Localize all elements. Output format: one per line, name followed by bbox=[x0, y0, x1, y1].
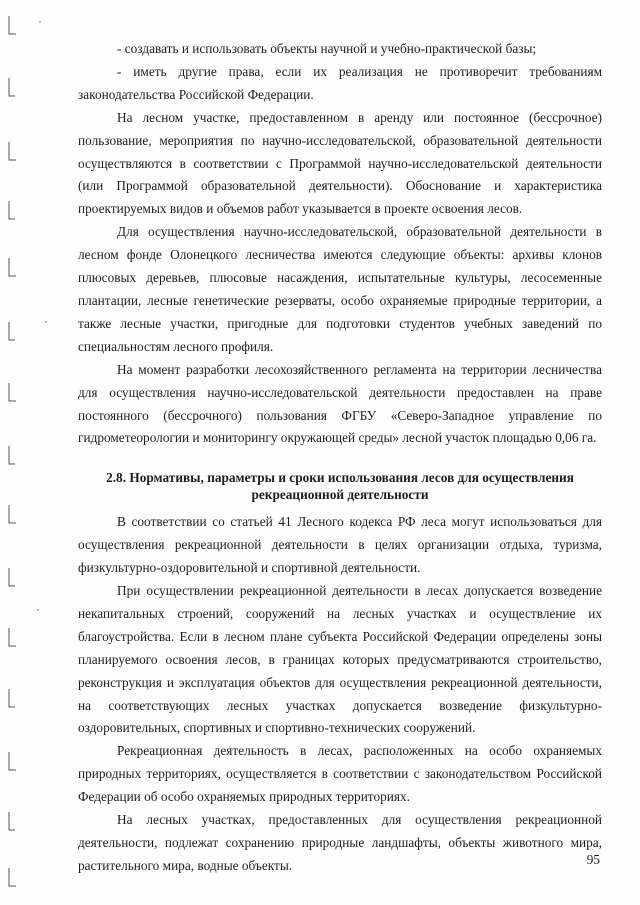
paragraph-preservation: На лесных участках, предоставленных для осуществления рекреационной деятельности, подлежат сохранению природные ландшафты, объекты животного мира, растительного мира, водные объекты. bbox=[78, 812, 602, 873]
page-number: 95 bbox=[586, 852, 600, 867]
section-heading bbox=[78, 469, 602, 503]
paragraph-bullet-2: - иметь другие права, если их реализация не противоречит требованиям законодательства Российской Федерации. bbox=[78, 63, 602, 102]
paragraph-recreation-structures: При осуществлении рекреационной деятельности в лесах допускается возведение некапитальных строений, сооружений на лесных участках и осуществление их благоустройства. Если в лесном плане субъекта Российской Федерации определены зоны планируемого освоения лесов, в границах которых предусматриваются строительство, реконструкция и эксплуатация объектов для осуществления рекреационной деятельности, на соответствующих лесных участках допускается возведение физкультурно-оздоровительных, спортивных и спортивно-технических сооружений. bbox=[78, 583, 602, 736]
paragraph-protected-territories: Рекреационная деятельность в лесах, расположенных на особо охраняемых природных территориях, осуществляется в соответствии с законодательством Российской Федерации об особо охраняемых природных территориях. bbox=[78, 743, 602, 805]
paragraph-research-plot: На момент разработки лесохозяйственного регламента на территории лесничества для осуществления научно-исследовательской деятельности предоставлен на праве постоянного (бессрочного) пользования ФГБУ «Северо-Западное управление по гидрометеорологии и мониторингу окружающей среды» лесной участок площадью 0,06 га. bbox=[78, 361, 602, 446]
paragraph-research-objects: Для осуществления научно-исследовательской, образовательной деятельности в лесном фонде Олонецкого лесничества имеются следующие объекты: архивы клонов плюсовых деревьев, плюсовые насаждения, испытательные культуры, лесосеменные плантации, лесные генетические резерваты, особо охраняемые природные территории, а также лесные участки, пригодные для подготовки студентов учебных заведений по специальностям лесного профиля. bbox=[78, 224, 602, 354]
paragraph-recreation-article: В соответствии со статьей 41 Лесного кодекса РФ леса могут использоваться для осуществления рекреационной деятельности в целях организации отдыха, туризма, физкультурно-оздоровительной и спортивной деятельности. bbox=[78, 514, 602, 576]
section-heading-line-2: рекреационной деятельности bbox=[251, 487, 429, 503]
section-heading-line-1: 2.8. Нормативы, параметры и сроки использования лесов для осуществления bbox=[106, 470, 574, 486]
paragraph-bullet-1: - создавать и использовать объекты научной и учебно-практической базы; bbox=[117, 41, 537, 56]
document-body bbox=[78, 38, 602, 878]
paragraph-lease-research: На лесном участке, предоставленном в аренду или постоянное (бессрочное) пользование, мероприятия по научно-исследовательской, образовательной деятельности осуществляются в соответствии с Программой научно-исследовательской деятельности (или Программой образовательной деятельности). Обоснование и характеристика проектируемых видов и объемов работ указывается в проекте освоения лесов. bbox=[78, 109, 602, 217]
